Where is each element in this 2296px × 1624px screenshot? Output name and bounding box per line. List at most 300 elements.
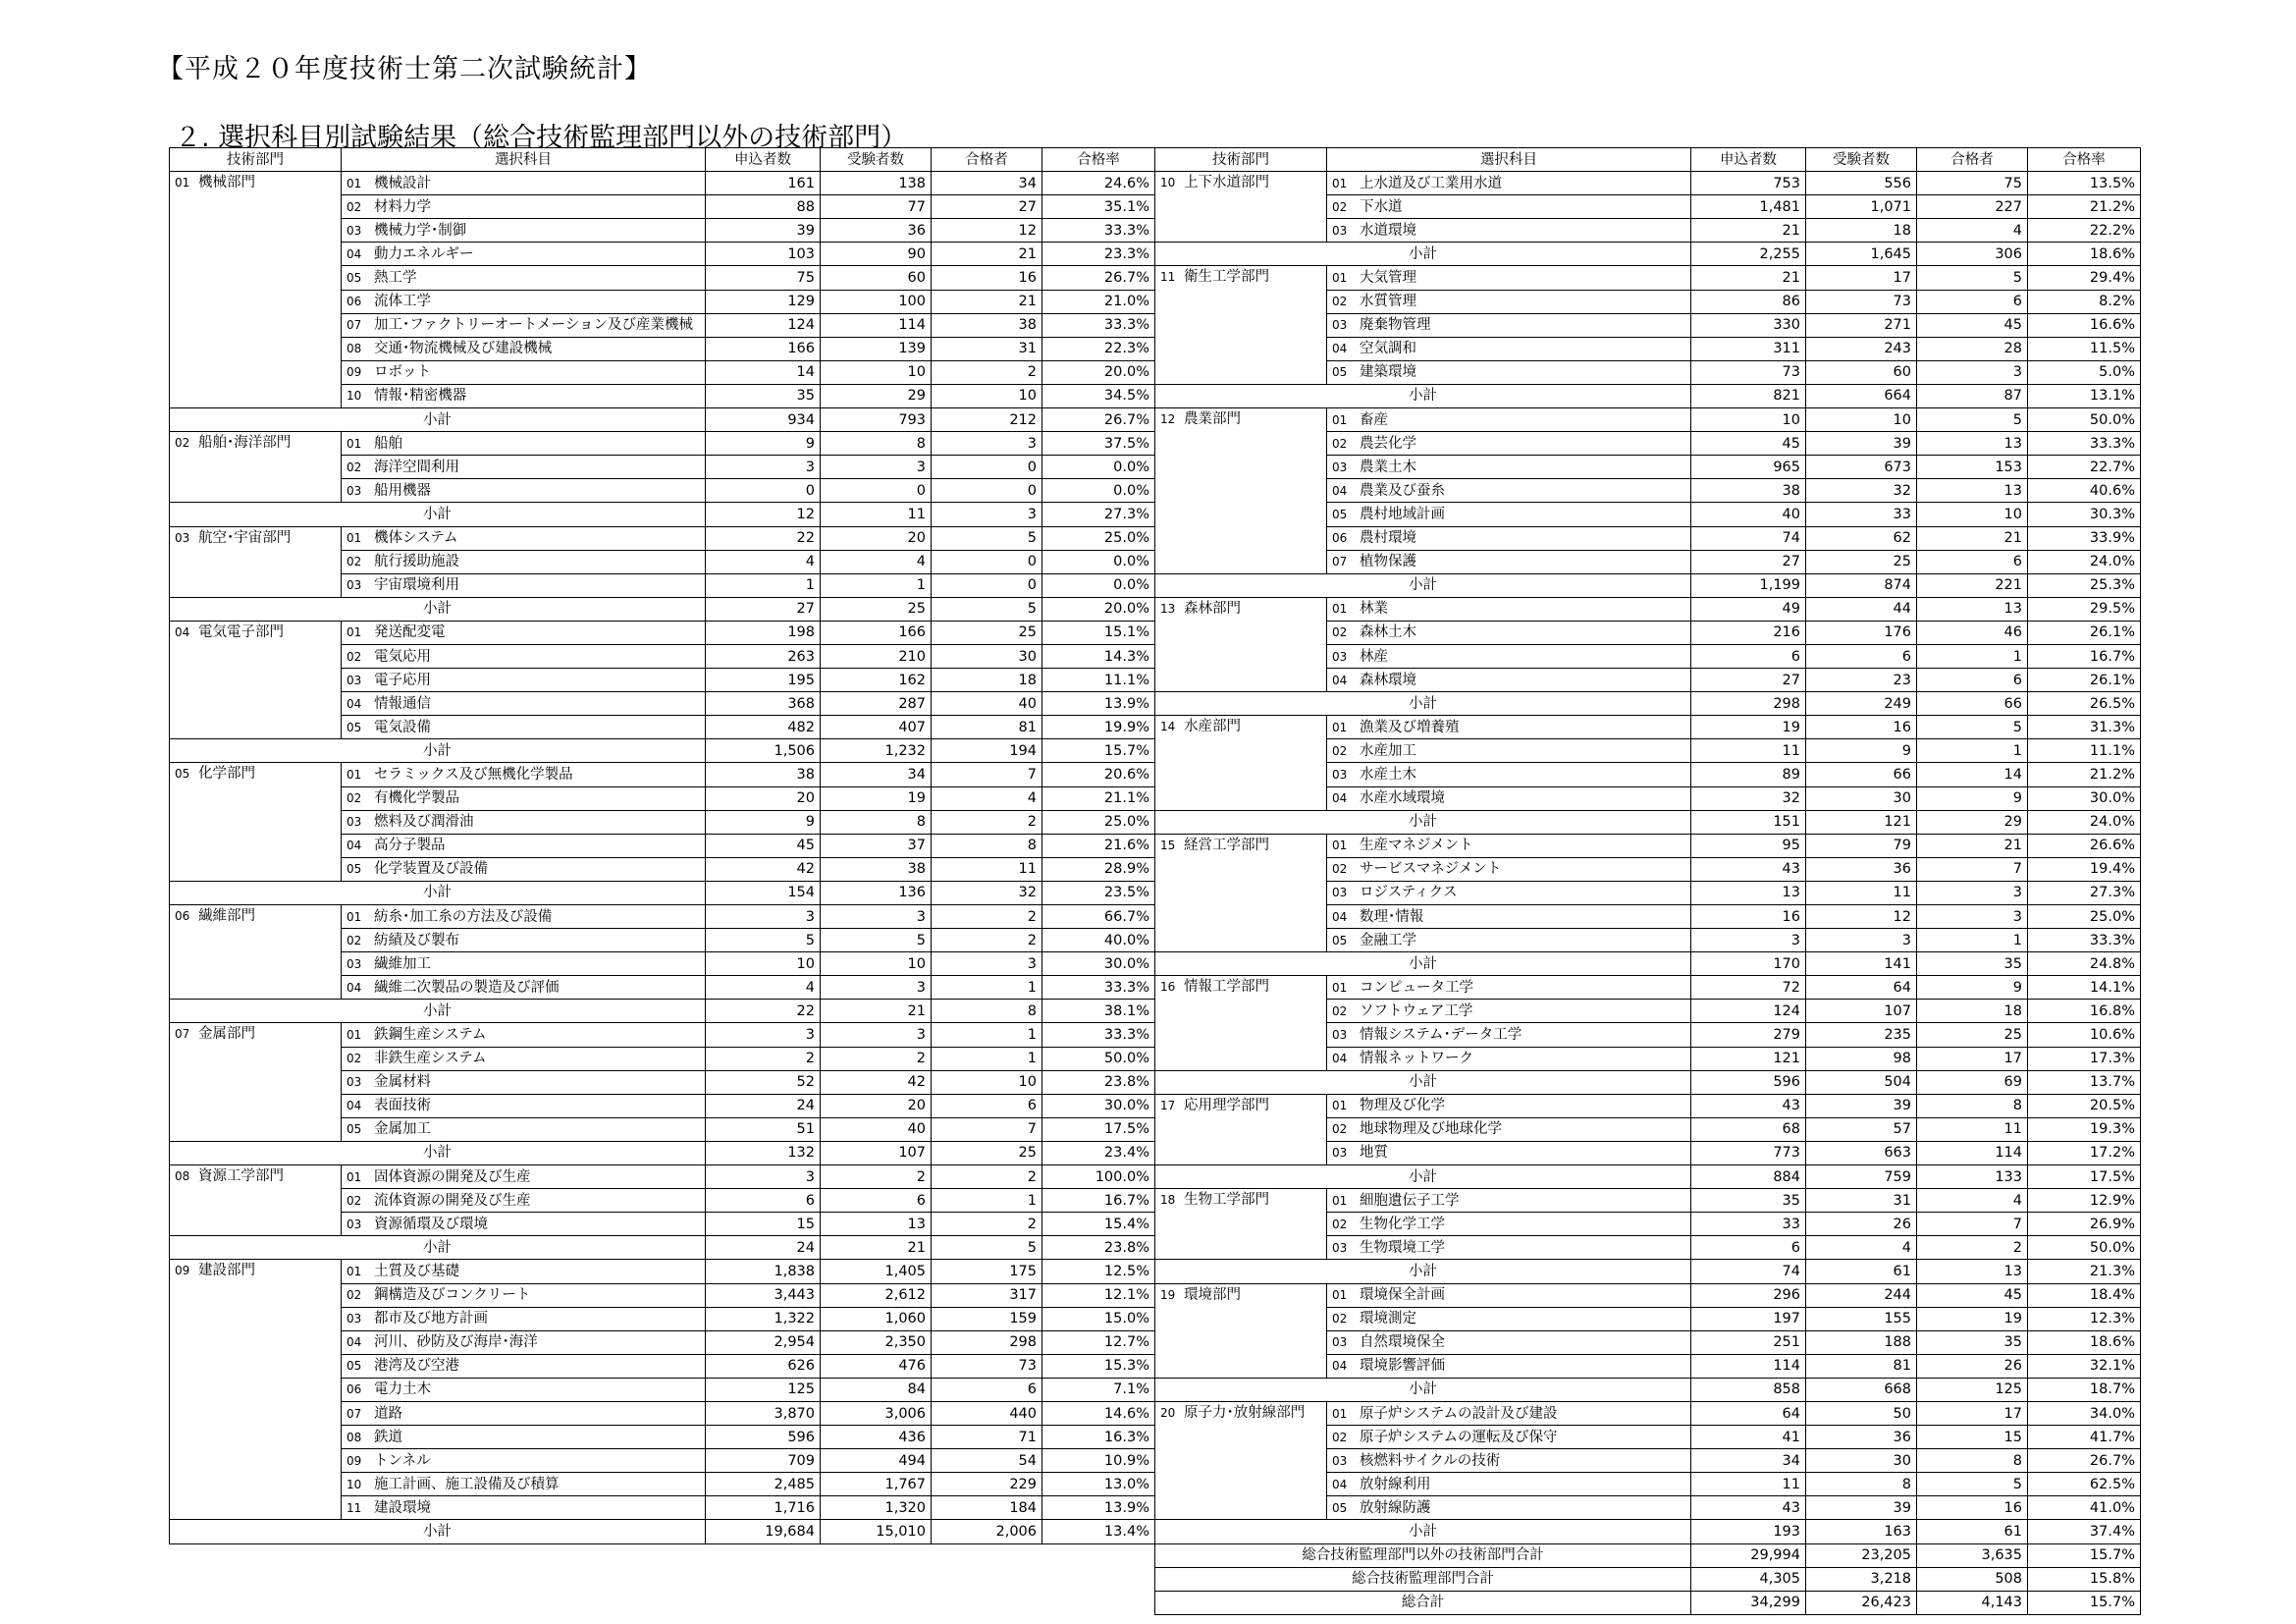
examinees-cell: 36 <box>821 219 932 243</box>
header-examinees: 受験者数 <box>1806 148 1917 172</box>
subject-code: 05 <box>347 271 362 286</box>
subject-cell <box>1327 503 1691 526</box>
total-value: 15.7% <box>2028 1591 2141 1614</box>
passed-cell: 73 <box>932 1354 1042 1378</box>
subject-code: 11 <box>347 1500 362 1515</box>
subtotal-rate: 37.4% <box>2028 1520 2141 1543</box>
subject-cell <box>342 1283 706 1307</box>
subject-name: 材料力学 <box>374 198 431 215</box>
examinees-cell: 20 <box>821 526 932 550</box>
subtotal-examinees: 793 <box>821 408 932 432</box>
rate-cell: 20.0% <box>1042 360 1155 384</box>
subject-code: 01 <box>1332 1406 1348 1421</box>
subject-cell <box>1327 360 1691 384</box>
subject-cell <box>342 219 706 243</box>
subject-name: 繊維加工 <box>374 955 431 972</box>
subject-code: 03 <box>1332 1240 1348 1255</box>
subtotal-label: 小計 <box>170 1141 706 1164</box>
total-label: 総合技術監理部門合計 <box>1155 1567 1691 1591</box>
subtotal-rate: 13.4% <box>1042 1520 1155 1543</box>
subtotal-rate: 23.4% <box>1042 1141 1155 1164</box>
subject-code: 01 <box>347 1264 362 1278</box>
applicants-cell: 1 <box>706 573 821 597</box>
passed-cell: 6 <box>1917 550 2028 573</box>
dept-name: 衛生工学部門 <box>1184 269 1269 286</box>
subject-name: 水産加工 <box>1360 742 1416 759</box>
passed-cell: 1 <box>932 1023 1042 1047</box>
total-row <box>1155 1591 2141 1614</box>
rate-cell: 16.8% <box>2028 1000 2141 1023</box>
subtotal-rate: 23.8% <box>1042 1236 1155 1260</box>
applicants-cell: 13 <box>1691 881 1806 904</box>
applicants-cell: 27 <box>1691 669 1806 692</box>
passed-cell: 2 <box>932 905 1042 929</box>
subject-name: 燃料及び潤滑油 <box>374 814 474 831</box>
applicants-cell: 965 <box>1691 456 1806 479</box>
rate-cell: 35.1% <box>1042 195 1155 219</box>
examinees-cell: 11 <box>1806 881 1917 904</box>
subject-cell <box>1327 1496 1691 1520</box>
examinees-cell: 13 <box>821 1213 932 1236</box>
rate-cell: 21.6% <box>1042 834 1155 857</box>
applicants-cell: 21 <box>1691 266 1806 290</box>
subtotal-passed: 306 <box>1917 243 2028 266</box>
subject-name: トンネル <box>374 1452 431 1469</box>
applicants-cell: 3 <box>706 456 821 479</box>
subtotal-rate: 17.5% <box>2028 1165 2141 1189</box>
dept-cell <box>170 1023 342 1141</box>
applicants-cell: 11 <box>1691 739 1806 763</box>
header-passed: 合格者 <box>932 148 1042 172</box>
passed-cell: 440 <box>932 1401 1042 1425</box>
subtotal-rate: 20.0% <box>1042 597 1155 621</box>
subject-code: 03 <box>1332 886 1348 900</box>
total-value: 508 <box>1917 1567 2028 1591</box>
subject-code: 03 <box>347 1075 362 1090</box>
examinees-cell: 84 <box>821 1378 932 1401</box>
rate-cell: 100.0% <box>1042 1165 1155 1189</box>
subject-name: 船用機器 <box>374 482 431 499</box>
rate-cell: 19.3% <box>2028 1117 2141 1141</box>
applicants-cell: 64 <box>1691 1401 1806 1425</box>
subject-code: 03 <box>1332 223 1348 238</box>
subject-code: 02 <box>1332 1430 1348 1444</box>
applicants-cell: 596 <box>706 1426 821 1449</box>
rate-cell: 23.3% <box>1042 243 1155 266</box>
table-row <box>170 526 1155 550</box>
subtotal-applicants: 27 <box>706 597 821 621</box>
subtotal-rate: 18.7% <box>2028 1378 2141 1401</box>
dept-cell <box>1155 1401 1327 1519</box>
subject-cell <box>342 952 706 976</box>
subject-code: 02 <box>1332 1312 1348 1326</box>
subtotal-rate: 38.1% <box>1042 1000 1155 1023</box>
passed-cell: 1 <box>1917 644 2028 668</box>
subject-name: 大気管理 <box>1360 270 1416 287</box>
subject-cell <box>342 621 706 644</box>
examinees-cell: 1,405 <box>821 1260 932 1283</box>
dept-cell <box>170 1165 342 1236</box>
subject-code: 02 <box>347 555 362 569</box>
subject-cell <box>1327 172 1691 195</box>
subtotal-row <box>170 503 1155 526</box>
subtotal-passed: 125 <box>1917 1378 2028 1401</box>
passed-cell: 175 <box>932 1260 1042 1283</box>
subject-code: 03 <box>347 1312 362 1326</box>
results-table-right <box>1154 147 2141 1615</box>
subject-code: 01 <box>347 1028 362 1043</box>
examinees-cell: 12 <box>1806 905 1917 929</box>
subtotal-passed: 25 <box>932 1141 1042 1164</box>
passed-cell: 34 <box>932 172 1042 195</box>
passed-cell: 9 <box>1917 976 2028 1000</box>
applicants-cell: 95 <box>1691 834 1806 857</box>
examinees-cell: 33 <box>1806 503 1917 526</box>
dept-name: 機械部門 <box>198 175 255 191</box>
examinees-cell: 30 <box>1806 1449 1917 1473</box>
subject-cell <box>1327 479 1691 503</box>
rate-cell: 28.9% <box>1042 857 1155 881</box>
dept-code: 05 <box>175 767 190 782</box>
subject-name: 鋼構造及びコンクリート <box>374 1287 531 1304</box>
subtotal-rate: 21.3% <box>2028 1260 2141 1283</box>
subject-code: 02 <box>1332 1217 1348 1231</box>
subtotal-applicants: 596 <box>1691 1070 1806 1094</box>
total-value: 15.7% <box>2028 1543 2141 1567</box>
subject-code: 09 <box>347 1453 362 1468</box>
rate-cell: 20.5% <box>2028 1094 2141 1117</box>
subject-code: 07 <box>347 318 362 333</box>
rate-cell: 15.1% <box>1042 621 1155 644</box>
subtotal-examinees: 249 <box>1806 692 1917 716</box>
subject-name: 森林土木 <box>1360 624 1416 641</box>
subject-code: 04 <box>1332 1477 1348 1491</box>
applicants-cell: 4 <box>706 550 821 573</box>
subject-cell <box>342 1189 706 1213</box>
examinees-cell: 663 <box>1806 1141 1917 1164</box>
examinees-cell: 244 <box>1806 1283 1917 1307</box>
subject-cell <box>1327 669 1691 692</box>
subtotal-label: 小計 <box>170 408 706 432</box>
subject-name: 原子炉システムの運転及び保守 <box>1360 1429 1558 1445</box>
subtotal-label: 小計 <box>1155 1260 1691 1283</box>
examinees-cell: 2,350 <box>821 1330 932 1354</box>
passed-cell: 4 <box>1917 1189 2028 1213</box>
subject-cell <box>342 905 706 929</box>
applicants-cell: 1,322 <box>706 1307 821 1330</box>
applicants-cell: 3 <box>706 905 821 929</box>
applicants-cell: 5 <box>706 929 821 952</box>
subject-code: 03 <box>1332 318 1348 333</box>
applicants-cell: 10 <box>706 952 821 976</box>
subtotal-examinees: 121 <box>1806 810 1917 834</box>
applicants-cell: 251 <box>1691 1330 1806 1354</box>
dept-cell <box>170 621 342 738</box>
applicants-cell: 74 <box>1691 526 1806 550</box>
rate-cell: 19.9% <box>1042 716 1155 739</box>
applicants-cell: 125 <box>706 1378 821 1401</box>
subject-code: 02 <box>347 649 362 664</box>
dept-code: 17 <box>1160 1098 1176 1112</box>
applicants-cell: 15 <box>706 1213 821 1236</box>
examinees-cell: 0 <box>821 479 932 503</box>
subject-code: 01 <box>347 436 362 451</box>
subject-cell <box>342 526 706 550</box>
subtotal-row <box>170 1141 1155 1164</box>
subtotal-examinees: 874 <box>1806 573 1917 597</box>
subtotal-examinees: 25 <box>821 597 932 621</box>
subject-code: 05 <box>1332 1500 1348 1515</box>
subtotal-examinees: 163 <box>1806 1520 1917 1543</box>
subject-code: 01 <box>1332 271 1348 286</box>
passed-cell: 4 <box>1917 219 2028 243</box>
examinees-cell: 18 <box>1806 219 1917 243</box>
passed-cell: 17 <box>1917 1047 2028 1070</box>
header-applicants: 申込者数 <box>1691 148 1806 172</box>
dept-name: 森林部門 <box>1184 600 1241 617</box>
subtotal-row <box>1155 1260 2141 1283</box>
passed-cell: 5 <box>932 526 1042 550</box>
rate-cell: 40.0% <box>1042 929 1155 952</box>
subtotal-label: 小計 <box>1155 810 1691 834</box>
dept-cell <box>1155 266 1327 384</box>
applicants-cell: 72 <box>1691 976 1806 1000</box>
passed-cell: 14 <box>1917 763 2028 786</box>
examinees-cell: 19 <box>821 786 932 810</box>
applicants-cell: 9 <box>706 810 821 834</box>
subject-cell <box>342 669 706 692</box>
applicants-cell: 42 <box>706 857 821 881</box>
subject-name: 熱工学 <box>374 270 417 287</box>
subject-cell <box>1327 644 1691 668</box>
subject-name: 核燃料サイクルの技術 <box>1360 1452 1501 1469</box>
subject-name: 紡糸･加工糸の方法及び設備 <box>374 908 553 925</box>
applicants-cell: 43 <box>1691 1496 1806 1520</box>
subtotal-applicants: 170 <box>1691 952 1806 976</box>
passed-cell: 25 <box>1917 1023 2028 1047</box>
subject-code: 02 <box>1332 1003 1348 1018</box>
examinees-cell: 31 <box>1806 1189 1917 1213</box>
subject-cell <box>1327 1307 1691 1330</box>
subject-code: 05 <box>347 862 362 877</box>
subject-code: 03 <box>347 223 362 238</box>
subject-name: 海洋空間利用 <box>374 459 459 475</box>
total-value: 23,205 <box>1806 1543 1917 1567</box>
dept-name: 船舶･海洋部門 <box>198 435 292 452</box>
examinees-cell: 166 <box>821 621 932 644</box>
examinees-cell: 1,060 <box>821 1307 932 1330</box>
subject-name: 船舶 <box>374 435 402 452</box>
subject-code: 04 <box>1332 342 1348 356</box>
examinees-cell: 79 <box>1806 834 1917 857</box>
examinees-cell: 1,767 <box>821 1473 932 1496</box>
examinees-cell: 1,071 <box>1806 195 1917 219</box>
subject-name: 農業土木 <box>1360 459 1416 475</box>
passed-cell: 19 <box>1917 1307 2028 1330</box>
rate-cell: 18.6% <box>2028 1330 2141 1354</box>
applicants-cell: 38 <box>706 763 821 786</box>
subject-cell <box>1327 881 1691 904</box>
examinees-cell: 98 <box>1806 1047 1917 1070</box>
subject-code: 04 <box>1332 791 1348 806</box>
header-rate: 合格率 <box>2028 148 2141 172</box>
table-row <box>170 621 1155 644</box>
examinees-cell: 60 <box>1806 360 1917 384</box>
subtotal-label: 小計 <box>170 1000 706 1023</box>
subject-name: 水産土木 <box>1360 766 1416 783</box>
rate-cell: 25.0% <box>1042 526 1155 550</box>
subject-name: 機体システム <box>374 530 458 547</box>
subject-name: 宇宙環境利用 <box>374 577 459 594</box>
rate-cell: 15.4% <box>1042 1213 1155 1236</box>
subject-cell <box>342 786 706 810</box>
subject-code: 07 <box>347 1406 362 1421</box>
examinees-cell: 32 <box>1806 479 1917 503</box>
passed-cell: 54 <box>932 1449 1042 1473</box>
examinees-cell: 4 <box>1806 1236 1917 1260</box>
table-row <box>170 1165 1155 1189</box>
examinees-cell: 57 <box>1806 1117 1917 1141</box>
subject-cell <box>1327 1354 1691 1378</box>
header-dept: 技術部門 <box>170 148 342 172</box>
passed-cell: 0 <box>932 550 1042 573</box>
passed-cell: 15 <box>1917 1426 2028 1449</box>
subtotal-label: 小計 <box>1155 952 1691 976</box>
table-row <box>1155 976 2141 1000</box>
applicants-cell: 330 <box>1691 313 1806 337</box>
subject-cell <box>342 929 706 952</box>
examinees-cell: 1 <box>821 573 932 597</box>
total-row <box>1155 1567 2141 1591</box>
dept-code: 10 <box>1160 176 1176 190</box>
examinees-cell: 139 <box>821 337 932 360</box>
subtotal-label: 小計 <box>1155 1165 1691 1189</box>
document-title: 【平成２０年度技術士第二次試験統計】 <box>157 54 652 84</box>
examinees-cell: 2,612 <box>821 1283 932 1307</box>
subject-cell <box>342 479 706 503</box>
subject-cell <box>1327 266 1691 290</box>
subject-cell <box>342 360 706 384</box>
rate-cell: 40.6% <box>2028 479 2141 503</box>
examinees-cell: 3 <box>1806 929 1917 952</box>
passed-cell: 16 <box>1917 1496 2028 1520</box>
subject-name: 鉄鋼生産システム <box>374 1027 487 1044</box>
subject-cell <box>342 834 706 857</box>
passed-cell: 10 <box>932 1070 1042 1094</box>
rate-cell: 21.2% <box>2028 763 2141 786</box>
subject-name: 道路 <box>374 1405 402 1422</box>
examinees-cell: 673 <box>1806 456 1917 479</box>
subject-name: 林業 <box>1360 601 1388 618</box>
subtotal-passed: 221 <box>1917 573 2028 597</box>
subtotal-label: 小計 <box>1155 1378 1691 1401</box>
subtotal-label: 小計 <box>1155 573 1691 597</box>
examinees-cell: 100 <box>821 290 932 313</box>
examinees-cell: 5 <box>821 929 932 952</box>
examinees-cell: 114 <box>821 313 932 337</box>
subject-name: 施工計画、施工設備及び積算 <box>374 1476 560 1492</box>
rate-cell: 30.3% <box>2028 503 2141 526</box>
subject-code: 02 <box>347 791 362 806</box>
table-row <box>170 172 1155 195</box>
subject-name: 非鉄生産システム <box>374 1051 487 1067</box>
subject-name: ソフトウェア工学 <box>1360 1002 1473 1019</box>
subject-code: 08 <box>347 1430 362 1444</box>
applicants-cell: 34 <box>1691 1449 1806 1473</box>
subject-code: 02 <box>1332 295 1348 309</box>
examinees-cell: 2 <box>821 1165 932 1189</box>
subject-code: 01 <box>347 1169 362 1184</box>
subject-cell <box>1327 1283 1691 1307</box>
subject-code: 04 <box>1332 909 1348 924</box>
subject-code: 02 <box>347 460 362 474</box>
examinees-cell: 62 <box>1806 526 1917 550</box>
passed-cell: 12 <box>932 219 1042 243</box>
passed-cell: 3 <box>1917 905 2028 929</box>
table-row <box>1155 834 2141 857</box>
header-subject: 選択科目 <box>1327 148 1691 172</box>
subject-cell <box>342 1330 706 1354</box>
applicants-cell: 52 <box>706 1070 821 1094</box>
subject-code: 10 <box>347 389 362 404</box>
subject-cell <box>342 1378 706 1401</box>
table-row <box>170 1260 1155 1283</box>
passed-cell: 28 <box>1917 337 2028 360</box>
subject-code: 02 <box>347 1052 362 1066</box>
subject-name: 流体資源の開発及び生産 <box>374 1192 531 1209</box>
applicants-cell: 166 <box>706 337 821 360</box>
rate-cell: 0.0% <box>1042 550 1155 573</box>
subject-name: 放射線利用 <box>1360 1476 1431 1492</box>
examinees-cell: 36 <box>1806 857 1917 881</box>
rate-cell: 14.6% <box>1042 1401 1155 1425</box>
passed-cell: 45 <box>1917 313 2028 337</box>
applicants-cell: 3,443 <box>706 1283 821 1307</box>
subtotal-label: 小計 <box>1155 692 1691 716</box>
subject-name: 有機化学製品 <box>374 790 459 807</box>
rate-cell: 19.4% <box>2028 857 2141 881</box>
subtotal-row <box>1155 952 2141 976</box>
dept-name: 繊維部門 <box>198 908 255 924</box>
passed-cell: 10 <box>932 384 1042 407</box>
subtotal-applicants: 132 <box>706 1141 821 1164</box>
subject-cell <box>342 1354 706 1378</box>
dept-code: 13 <box>1160 601 1176 616</box>
subject-code: 02 <box>347 933 362 947</box>
subject-name: ロジスティクス <box>1360 885 1458 901</box>
subtotal-applicants: 19,684 <box>706 1520 821 1543</box>
dept-cell <box>170 172 342 408</box>
rate-cell: 0.0% <box>1042 479 1155 503</box>
subject-cell <box>1327 456 1691 479</box>
rate-cell: 32.1% <box>2028 1354 2141 1378</box>
applicants-cell: 2,954 <box>706 1330 821 1354</box>
total-value: 34,299 <box>1691 1591 1806 1614</box>
subtotal-passed: 13 <box>1917 1260 2028 1283</box>
applicants-cell: 73 <box>1691 360 1806 384</box>
subject-name: 電子応用 <box>374 672 431 688</box>
rate-cell: 26.6% <box>2028 834 2141 857</box>
rate-cell: 11.5% <box>2028 337 2141 360</box>
rate-cell: 31.3% <box>2028 716 2141 739</box>
examinees-cell: 30 <box>1806 786 1917 810</box>
applicants-cell: 51 <box>706 1117 821 1141</box>
applicants-cell: 38 <box>1691 479 1806 503</box>
subtotal-examinees: 107 <box>821 1141 932 1164</box>
passed-cell: 3 <box>932 432 1042 456</box>
total-value: 4,143 <box>1917 1591 2028 1614</box>
subtotal-examinees: 141 <box>1806 952 1917 976</box>
